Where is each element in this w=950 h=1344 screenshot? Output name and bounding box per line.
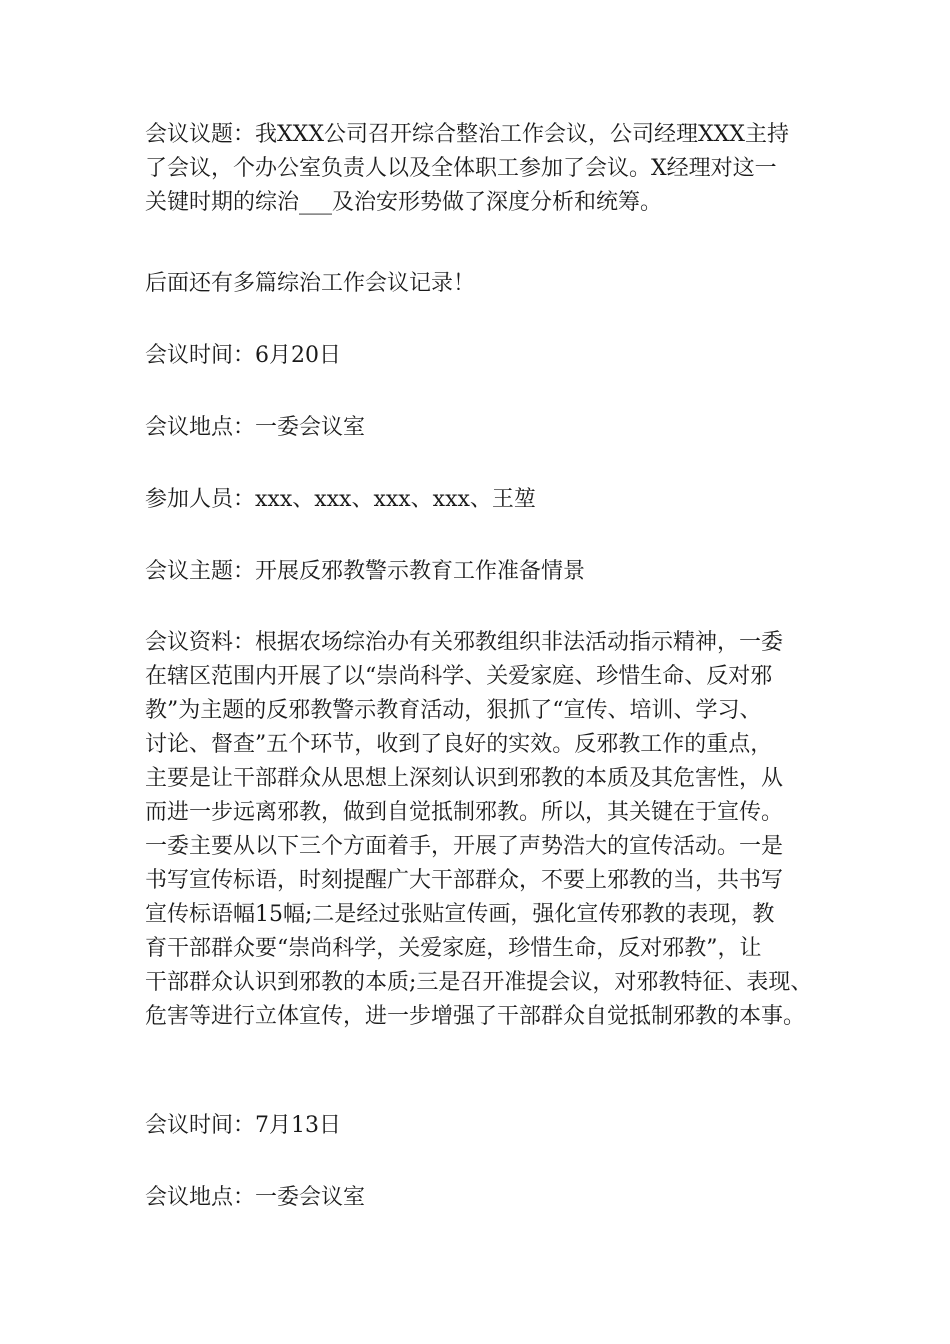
text-line: 会议地点：一委会议室 (145, 1185, 366, 1210)
meeting-time-1 (145, 339, 825, 373)
text-line: 在辖区范围内开展了以“崇尚科学、关爱家庭、珍惜生命、反对邪 (145, 664, 773, 689)
text-line: 而进一步远离邪教，做到自觉抵制邪教。所以，其关键在于宣传。 (145, 800, 784, 825)
text-line: 讨论、督查”五个环节，收到了良好的实效。反邪教工作的重点， (145, 732, 773, 757)
text-line: 书写宣传标语，时刻提醒广大干部群众，不要上邪教的当，共书写 (145, 868, 784, 893)
meeting-content-paragraph (145, 626, 825, 1034)
meeting-theme (145, 555, 825, 589)
meeting-location-1 (145, 411, 825, 445)
text-line: 一委主要从以下三个方面着手，开展了声势浩大的宣传活动。一是 (145, 834, 784, 859)
meeting-location-2 (145, 1181, 825, 1215)
text-line: 会议资料：根据农场综治办有关邪教组织非法活动指示精神，一委 (145, 630, 784, 655)
text-line: 了会议，个办公室负责人以及全体职工参加了会议。X经理对这一 (145, 156, 777, 181)
text-line: 会议议题：我XXX公司召开综合整治工作会议，公司经理XXX主持 (145, 122, 789, 147)
text-line: 会议时间：6月20日 (145, 343, 341, 368)
meeting-attendees (145, 483, 825, 517)
meeting-topic-paragraph (145, 118, 825, 220)
text-line: 危害等进行立体宣传，进一步增强了干部群众自觉抵制邪教的本事。 (145, 1004, 806, 1029)
more-records-note (145, 267, 825, 301)
text-line: 参加人员：xxx、xxx、xxx、xxx、王堃 (145, 487, 536, 512)
text-line: 会议地点：一委会议室 (145, 415, 366, 440)
text-line: 主要是让干部群众从思想上深刻认识到邪教的本质及其危害性，从 (145, 766, 784, 791)
text-line: 干部群众认识到邪教的本质;三是召开准提会议，对邪教特征、表现、 (145, 970, 813, 995)
text-line: 关键时期的综治___及治安形势做了深度分析和统筹。 (145, 190, 663, 215)
text-line: 宣传标语幅15幅;二是经过张贴宣传画，强化宣传邪教的表现，教 (145, 902, 775, 927)
text-line: 育干部群众要“崇尚科学，关爱家庭，珍惜生命，反对邪教”，让 (145, 936, 762, 961)
meeting-time-2 (145, 1109, 825, 1143)
text-line: 后面还有多篇综治工作会议记录！ (145, 271, 476, 296)
text-line: 会议时间：7月13日 (145, 1113, 341, 1138)
text-line: 教”为主题的反邪教警示教育活动，狠抓了“宣传、培训、学习、 (145, 698, 762, 723)
text-line: 会议主题：开展反邪教警示教育工作准备情景 (145, 559, 586, 584)
